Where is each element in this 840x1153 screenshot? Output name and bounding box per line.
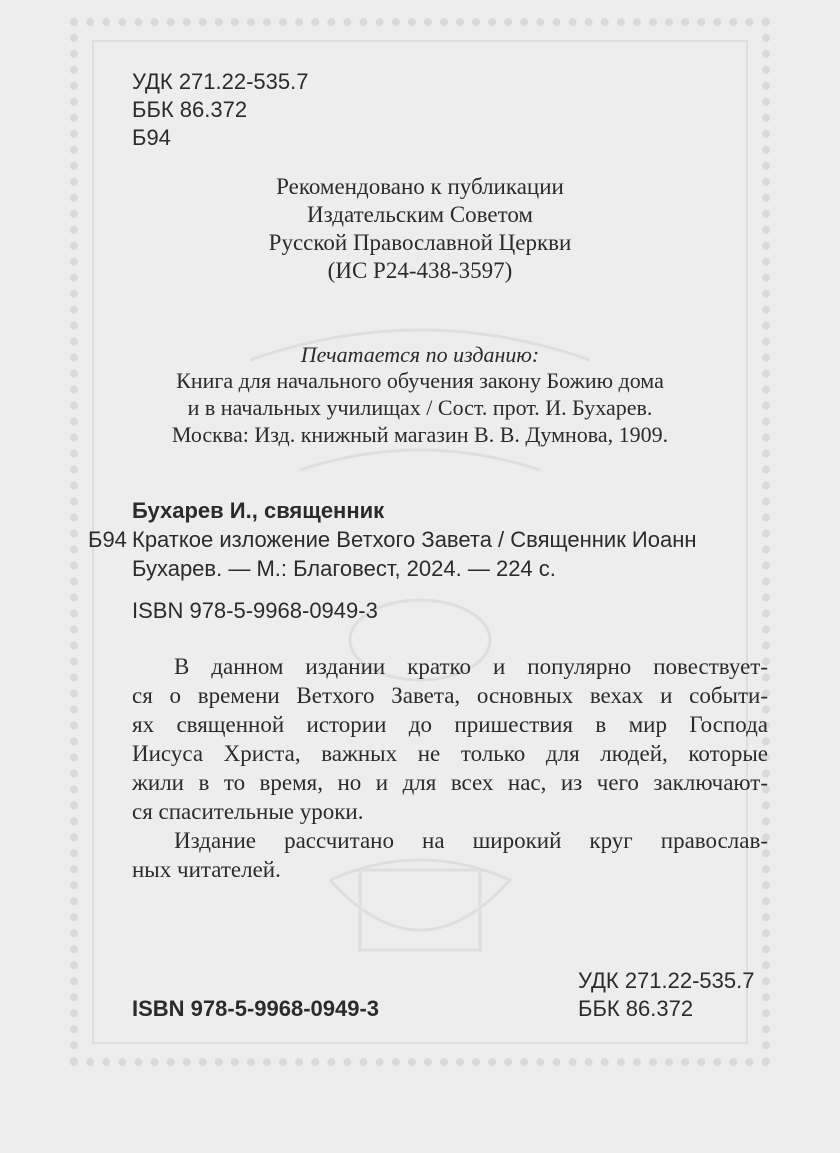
- recommendation-line-2: Издательским Советом: [307, 202, 533, 227]
- annotation-line-6: ся спасительные уроки.: [132, 799, 364, 824]
- annotation-line-1: В данном издании кратко и популярно повествует-: [174, 654, 768, 679]
- author-mark-top: Б94: [132, 125, 171, 150]
- annotation-line-8: ных читателей.: [132, 857, 281, 882]
- source-label: Печатается по изданию:: [300, 342, 540, 367]
- source-line-3: Москва: Изд. книжный магазин В. В. Думнова, 1909.: [171, 422, 669, 447]
- annotation-line-4: Иисуса Христа, важных не только для людей, которые: [132, 741, 768, 766]
- catalog-author: Бухарев И., священник: [132, 498, 385, 523]
- recommendation-line-1: Рекомендовано к публикации: [276, 174, 564, 199]
- annotation-line-2: ся о времени Ветхого Завета, основных вехах и событи-: [132, 683, 768, 708]
- catalog-title-line-2: Бухарев. — М.: Благовест, 2024. — 224 с.: [132, 556, 556, 581]
- recommendation-line-3: Русской Православной Церкви: [268, 230, 572, 255]
- catalog-title-line-1: Краткое изложение Ветхого Завета / Священник Иоанн: [132, 527, 697, 552]
- annotation-line-3: ях священной истории до пришествия в мир Господа: [132, 712, 768, 737]
- bbk-code-top: ББК 86.372: [132, 97, 248, 122]
- catalog-author-mark: Б94: [88, 527, 127, 552]
- recommendation-code: (ИС Р24-438-3597): [327, 258, 513, 283]
- isbn-bottom: ISBN 978-5-9968-0949-3: [132, 996, 380, 1021]
- source-line-2: и в начальных училищах / Сост. прот. И. Бухарев.: [187, 395, 653, 420]
- annotation-line-5: жили в то время, но и для всех нас, из чего заключают-: [132, 770, 768, 795]
- source-line-1: Книга для начального обучения закону Божию дома: [176, 368, 664, 393]
- udk-code-top: УДК 271.22-535.7: [132, 69, 309, 94]
- annotation-line-7: Издание рассчитано на широкий круг православ-: [174, 828, 768, 853]
- udk-code-bottom: УДК 271.22-535.7: [578, 968, 755, 993]
- bbk-code-bottom: ББК 86.372: [578, 996, 694, 1021]
- catalog-isbn: ISBN 978-5-9968-0949-3: [132, 598, 378, 623]
